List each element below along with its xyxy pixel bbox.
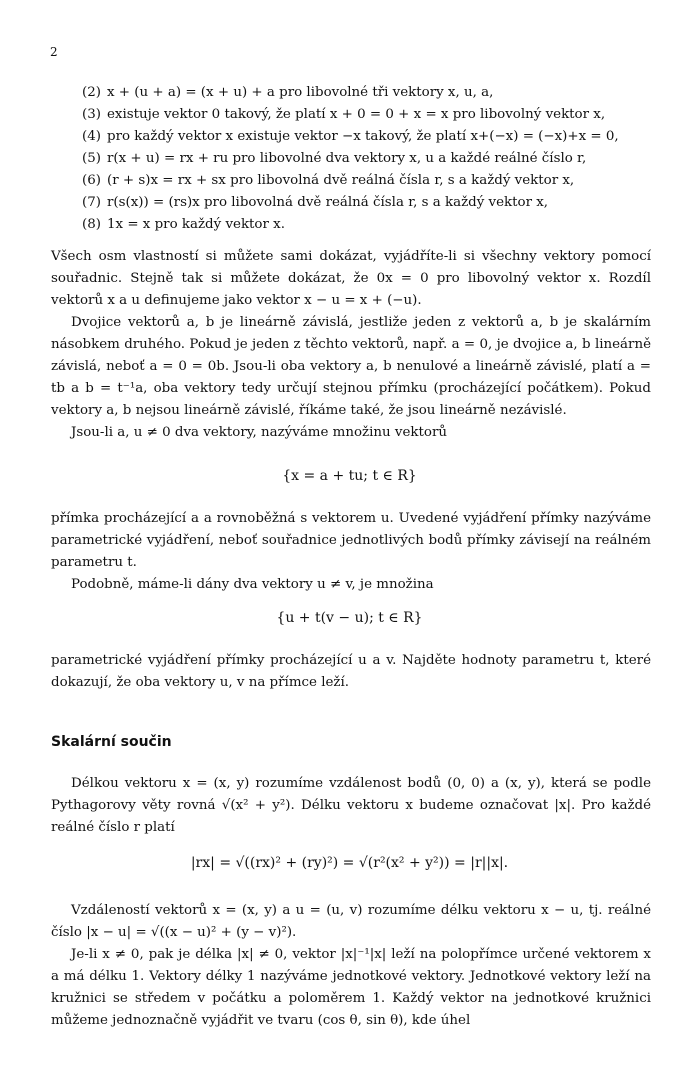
- property-text: existuje vektor 0 takový, že platí x + 0 = 0 + x = x pro libovolný vektor x,: [107, 107, 606, 122]
- page-number: 2: [50, 45, 58, 59]
- property-text: r(s(x)) = (rs)x pro libovolná dvě reálná čísla r, s a každý vektor x,: [107, 195, 549, 210]
- property-text: r(x + u) = rx + ru pro libovolné dva vektory x, u a každé reálné číslo r,: [107, 151, 587, 166]
- property-number: (6): [82, 173, 101, 188]
- paragraph-vector-length: Délkou vektoru x = (x, y) rozumíme vzdálenost bodů (0, 0) a (x, y), která se podle Pythagorovy věty rovná √(x² + y²). Délku vektoru x budeme označovat |x|. Pro každé reálné číslo r platí: [51, 776, 651, 835]
- property-item: [51, 126, 651, 148]
- equation-line-through-points: {u + t(v − u); t ∈ R}: [276, 610, 423, 626]
- paragraph-linear-dependence: Dvojice vektorů a, b je lineárně závislá, jestliže jeden z vektorů a, b je skalárním násobkem druhého. Pokud je jeden z těchto vektorů, např. a = 0, je dvojice a, b lineárně závislá, neboť a = 0 = 0b. Jsou-li oba vektory a, b nenulové a lineárně závislé, platí a = tb a b = t⁻¹a, oba vektory tedy určují stejnou přímku (procházející počátkem). Pokud vektory a, b nejsou lineárně závislé, říkáme také, že jsou lineárně nezávislé.: [51, 315, 651, 418]
- property-text: (r + s)x = rx + sx pro libovolná dvě reálná čísla r, s a každý vektor x,: [107, 173, 575, 188]
- property-item: [51, 214, 651, 236]
- property-text: x + (u + a) = (x + u) + a pro libovolné tři vektory x, u, a,: [107, 85, 494, 100]
- property-number: (7): [82, 195, 101, 210]
- equation-scaled-length: |rx| = √((rx)² + (ry)²) = √(r²(x² + y²)) = |r||x|.: [190, 855, 509, 871]
- equation-line-set: {x = a + tu; t ∈ R}: [282, 468, 417, 484]
- property-text: 1x = x pro každý vektor x.: [107, 217, 285, 232]
- property-item: [51, 104, 651, 126]
- paragraph-line-intro: Jsou-li a, u ≠ 0 dva vektory, nazýváme množinu vektorů: [71, 425, 447, 440]
- paragraph-unit-vectors: Je-li x ≠ 0, pak je délka |x| ≠ 0, vektor |x|⁻¹|x| leží na polopřímce určené vektorem x a má délku 1. Vektory délky 1 nazýváme jednotkové vektory. Jednotkové vektory leží na kružnici se středem v počátku a poloměrem 1. Každý vektor na jednotkové kružnici můžeme jednoznačně vyjádřit ve tvaru (cos θ, sin θ), kde úhel: [51, 947, 651, 1028]
- property-number: (4): [82, 129, 101, 144]
- paragraph-find-parameter: parametrické vyjádření přímky procházející u a v. Najděte hodnoty parametru t, které dokazují, že oba vektory u, v na přímce leží.: [51, 653, 651, 690]
- property-item: [51, 192, 651, 214]
- property-item: [51, 170, 651, 192]
- paragraph-vector-distance: Vzdáleností vektorů x = (x, y) a u = (u, v) rozumíme délku vektoru x − u, tj. reálné číslo |x − u| = √((x − u)² + (y − v)²).: [51, 903, 651, 940]
- property-item: [51, 148, 651, 170]
- paragraph-parametric: přímka procházející a a rovnoběžná s vektorem u. Uvedené vyjádření přímky nazýváme parametrické vyjádření, neboť souřadnice jednotlivých bodů přímky závisejí na reálném parametru t.: [51, 511, 651, 570]
- paragraph-two-vectors: Podobně, máme-li dány dva vektory u ≠ v, je množina: [71, 577, 434, 592]
- property-number: (5): [82, 151, 101, 166]
- property-number: (8): [82, 217, 101, 232]
- section-heading: Skalární součin: [51, 734, 172, 750]
- property-number: (3): [82, 107, 101, 122]
- vector-space-properties-list: [51, 82, 651, 236]
- paragraph-vector-difference: Všech osm vlastností si můžete sami dokázat, vyjádříte-li si všechny vektory pomocí souřadnic. Stejně tak si můžete dokázat, že 0x = 0 pro libovolný vektor x. Rozdíl vektorů x a u definujeme jako vektor x − u = x + (−u).: [51, 249, 651, 308]
- property-text: pro každý vektor x existuje vektor −x takový, že platí x+(−x) = (−x)+x = 0,: [107, 129, 619, 144]
- property-number: (2): [82, 85, 101, 100]
- property-item: [51, 82, 651, 104]
